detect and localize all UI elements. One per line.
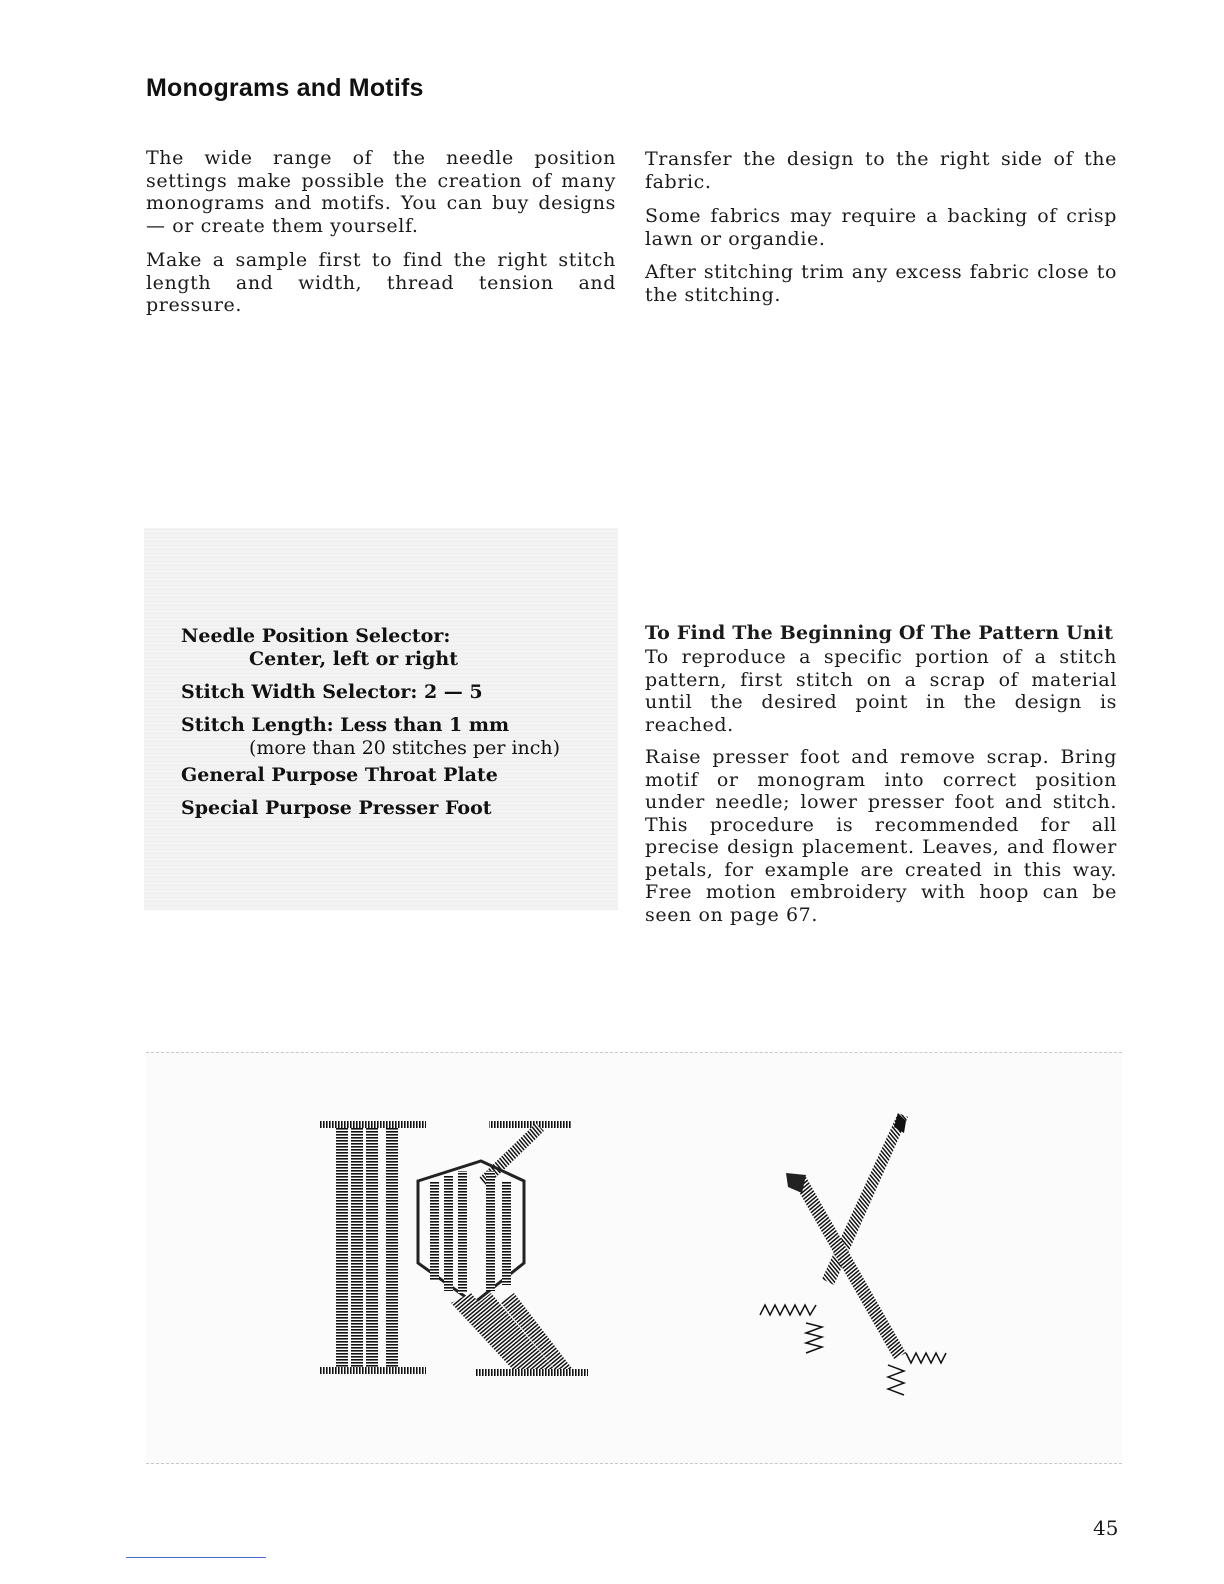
- pattern-unit-paragraph-1: To reproduce a specific portion of a stitch pattern, first stitch on a scrap of material until the desired point in the design is reached.: [645, 646, 1117, 736]
- k-shield-bar-3: [458, 1171, 467, 1293]
- presser-foot-setting: Special Purpose Presser Foot: [181, 797, 492, 819]
- k-top-serif-right: [489, 1121, 571, 1128]
- k-stem-column-3: [366, 1128, 378, 1368]
- trim-paragraph: After stitching trim any excess fabric close to the stitching.: [645, 261, 1117, 306]
- backing-paragraph: Some fabrics may require a backing of crisp lawn or organdie.: [645, 205, 1117, 250]
- stitch-width-setting: Stitch Width Selector: 2 — 5: [181, 681, 483, 703]
- stitch-length-label: Stitch Length: Less than 1 mm: [181, 714, 510, 736]
- pattern-unit-paragraph-2: Raise presser foot and remove scrap. Bring motif or monogram into correct position under needle; lower presser foot and stitch. This procedure is recommended for all precise design placement. Leaves, and flower petals, for example are created in this way. Free motion embroidery with hoop can be seen on page 67.: [645, 746, 1117, 926]
- page-title: Monograms and Motifs: [146, 74, 424, 102]
- k-shield-bar-2: [444, 1175, 453, 1291]
- stitch-length-note: (more than 20 stitches per inch): [249, 737, 561, 759]
- k-stem-column-1: [336, 1128, 348, 1368]
- throat-plate-setting: General Purpose Throat Plate: [181, 764, 498, 786]
- x-left-zigzag: [760, 1305, 816, 1315]
- x-motif: [760, 1113, 946, 1395]
- machine-settings: [181, 625, 560, 830]
- k-top-serif-left: [320, 1121, 426, 1128]
- embroidery-illustration: [146, 1052, 1122, 1464]
- k-shield-bar-4: [486, 1171, 495, 1291]
- needle-position-label: Needle Position Selector:: [181, 625, 451, 647]
- footer-rule: [126, 1557, 266, 1558]
- k-stem-column-4: [386, 1128, 398, 1368]
- pattern-unit-heading: To Find The Beginning Of The Pattern Unit: [645, 622, 1114, 644]
- embroidery-samples: [146, 1053, 1122, 1463]
- k-monogram: [320, 1121, 588, 1376]
- k-shield-bar-5: [502, 1181, 511, 1285]
- k-shield-bar-1: [430, 1181, 439, 1281]
- x-stroke-rising: [822, 1113, 908, 1285]
- intro-paragraph-2: Make a sample first to find the right stitch length and width, thread tension and pressure.: [146, 249, 616, 316]
- transfer-paragraph: Transfer the design to the right side of the fabric.: [645, 148, 1117, 193]
- intro-paragraph-1: The wide range of the needle position settings make possible the creation of many monograms and motifs. You can buy designs — or create them yourself.: [146, 147, 616, 237]
- needle-position-value: Center, left or right: [249, 648, 459, 670]
- k-bottom-serif-left: [320, 1367, 426, 1374]
- k-bottom-serif-right: [476, 1369, 588, 1376]
- x-right-zigzag: [906, 1353, 946, 1363]
- x-left-zigzag-tail: [806, 1323, 822, 1353]
- x-right-zigzag-tail: [888, 1365, 904, 1395]
- page-number: 45: [1093, 1516, 1119, 1540]
- k-stem-column-2: [351, 1128, 363, 1368]
